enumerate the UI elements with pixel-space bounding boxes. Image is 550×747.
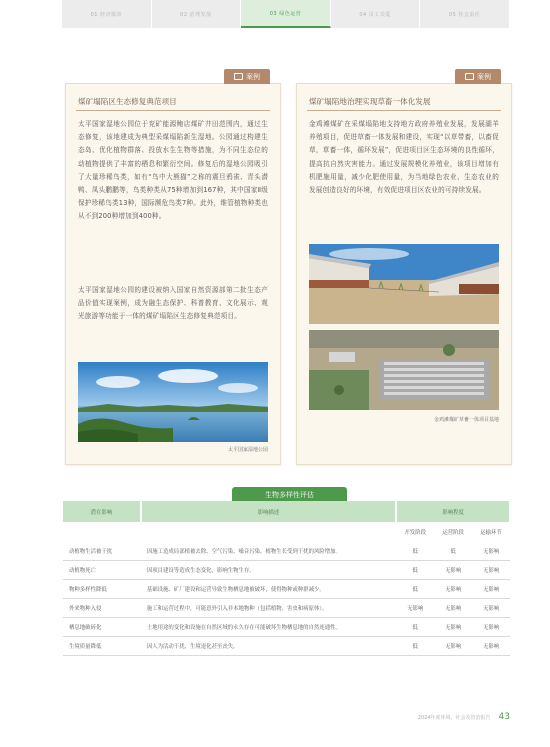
degree-cell: 无影响 <box>396 599 434 618</box>
degree-cell: 低 <box>434 542 472 561</box>
table-row <box>63 542 510 561</box>
case-paragraph: 金鸡滩煤矿在采煤塌陷地支持地方政府养殖业发展，发展湖羊养殖项目，促进草畜一体发展和建设，实现“以草带畜，以畜促草，草畜一体，循环发展”，促进项目区生态环境的良性循环，提高抗自然灾害能力。通过发展规模化养殖业，该项目增加有机肥施用量，减少化肥使用量，为当地绿色农业、生态农业的发展创造良好的环境，有效促进项目区农业的可持续发展。 <box>309 120 499 195</box>
tab-economy[interactable]: 01 经济篇章 <box>62 0 152 28</box>
degree-cell: 低 <box>396 618 434 637</box>
description-cell: 因施工造成局部植被去除、空气污染、噪音污染、植物生长受到干扰的风险增加。 <box>141 542 396 561</box>
footer-report-title: 2024年度环境、社会及管治报告 <box>417 714 491 721</box>
degree-cell: 无影响 <box>472 618 510 637</box>
description-cell: 基础设施、矿厂建设和运营导致生物栖息地被破坏，使得物种或种群减少。 <box>141 580 396 599</box>
degree-cell: 无影响 <box>434 580 472 599</box>
case-paragraph: 太平国家湿地公园的建设被纳入国家自然资源部第二批生态产品价值实现案例，成为融生态保护、科普教育、文化展示、观光旅游等功能于一体的煤矿塌陷区生态修复典范项目。 <box>78 286 268 321</box>
tab-employee-care[interactable]: 04 员工关爱 <box>331 0 421 28</box>
folder-icon <box>234 73 243 80</box>
degree-cell: 无影响 <box>472 580 510 599</box>
degree-cell: 无影响 <box>434 637 472 656</box>
case-badge <box>224 69 270 84</box>
tab-governance[interactable]: 02 治理发展 <box>152 0 242 28</box>
impact-cell: 生境质量降低 <box>63 637 141 656</box>
degree-cell: 无影响 <box>434 618 472 637</box>
divider <box>307 110 501 111</box>
biodiversity-table <box>63 501 511 656</box>
table-row <box>63 599 510 618</box>
degree-cell: 低 <box>396 637 434 656</box>
stage-development: 开发阶段 <box>404 530 426 536</box>
photo-caption: 太平国家湿地公园 <box>227 447 268 453</box>
table-row <box>63 618 510 637</box>
table-row <box>63 580 510 599</box>
degree-cell: 低 <box>396 542 434 561</box>
header-description: 影响描述 <box>141 501 396 522</box>
degree-cell: 无影响 <box>472 561 510 580</box>
tab-green-operations[interactable]: 03 绿色运营 <box>241 0 331 28</box>
degree-cell: 低 <box>396 580 434 599</box>
chapter-tabs <box>62 0 510 28</box>
section-title: 生物多样性评估 <box>232 487 347 503</box>
impact-cell: 栖息地破碎化 <box>63 618 141 637</box>
case-title: 煤矿塌陷地治理实现草畜一体化发展 <box>309 97 431 106</box>
degree-cell: 无影响 <box>472 542 510 561</box>
degree-cell: 无影响 <box>434 599 472 618</box>
description-cell: 因人为活动干扰，生境退化甚至丧失。 <box>141 637 396 656</box>
divider <box>76 110 270 111</box>
case-badge <box>455 69 501 84</box>
description-cell: 土地用途的变化和设施在自然区域的永久存在可能破坏生物栖息地的自然连通性。 <box>141 618 396 637</box>
folder-icon <box>465 73 474 80</box>
barn-photo <box>309 244 499 324</box>
stage-operation: 运营阶段 <box>442 530 464 536</box>
description-cell: 因项目建设等造成生态变化，影响生物生存。 <box>141 561 396 580</box>
degree-cell: 无影响 <box>434 561 472 580</box>
degree-cell: 低 <box>396 561 434 580</box>
degree-cell: 无影响 <box>472 637 510 656</box>
case-card-grass-livestock <box>296 72 512 465</box>
impact-cell: 动植物死亡 <box>63 561 141 580</box>
description-cell: 施工和运营过程中，可能意外引入非本地物种（包括植物、害虫和病原体）。 <box>141 599 396 618</box>
aerial-photo <box>309 330 499 410</box>
case-badge-label: 案例 <box>477 72 491 81</box>
table-row <box>63 561 510 580</box>
photo-caption: 金鸡滩煤矿草畜一体项目基地 <box>433 417 499 423</box>
impact-cell: 物种多样性降低 <box>63 580 141 599</box>
header-impact: 潜在影响 <box>63 501 141 522</box>
header-degree: 影响程度 <box>396 501 510 522</box>
case-badge-label: 案例 <box>246 72 260 81</box>
page-number: 43 <box>498 712 510 722</box>
table-header-row <box>63 501 510 522</box>
case-paragraph: 太平国家湿地公园位于兖矿能源鲍店煤矿井田范围内，通过生态修复，该地建成为典型采煤塌陷新生湿地。公园通过构建生态岛、优化植物群落、投放水生生物等措施，为不同生态位的动植物提供了丰富的栖息和繁衍空间。修复后的湿地公园吸引了大量珍稀鸟类，如有“鸟中大熊猫”之称的震旦鸦雀、青头潜鸭、凤头鹏鹏等，鸟类种类从75种增加到167种，其中国家Ⅱ级保护珍稀鸟类13种，国际濒危鸟类7种。此外，维管植物种类也从不到200种增加到400种。 <box>78 120 268 221</box>
stage-transport: 运输环节 <box>480 530 502 536</box>
tab-social-responsibility[interactable]: 05 社会责任 <box>420 0 510 28</box>
stage-header-row <box>63 522 510 542</box>
impact-cell: 动植物生活被干扰 <box>63 542 141 561</box>
degree-cell: 无影响 <box>472 599 510 618</box>
page-footer <box>418 712 510 722</box>
wetland-photo <box>78 362 268 442</box>
impact-cell: 外来物种入侵 <box>63 599 141 618</box>
case-title: 煤矿塌陷区生态修复典范项目 <box>78 97 177 106</box>
table-row <box>63 637 510 656</box>
case-card-wetland <box>65 72 281 465</box>
